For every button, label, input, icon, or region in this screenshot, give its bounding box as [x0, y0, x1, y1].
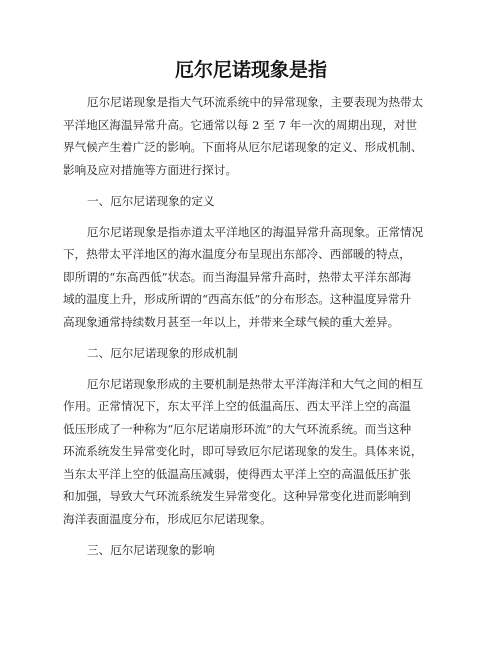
body-line: 作用。正常情况下，东太平洋上空的低温高压、西太平洋上空的高温	[63, 399, 411, 413]
section-heading: 二、厄尔尼诺现象的形成机制	[87, 346, 238, 360]
document-title: 厄尔尼诺现象是指	[174, 59, 327, 81]
body-line: 厄尔尼诺现象是指赤道太平洋地区的海温异常升高现象。正常情况	[87, 225, 424, 239]
body-line: 界气候产生着广泛的影响。下面将从厄尔尼诺现象的定义、形成机制、	[63, 140, 423, 154]
body-line: 厄尔尼诺现象形成的主要机制是热带太平洋海洋和大气之间的相互	[87, 377, 424, 391]
body-line: 当东太平洋上空的低温高压减弱，使得西太平洋上空的高温低压扩张	[63, 467, 411, 481]
body-line: 环流系统发生异常变化时，即可导致厄尔尼诺现象的发生。具体来说，	[63, 444, 423, 458]
body-line: 低压形成了一种称为“厄尔尼诺扇形环流”的大气环流系统。而当这种	[63, 422, 412, 436]
body-line: 域的温度上升，形成所谓的“西高东低”的分布形态。这种温度异常升	[63, 292, 412, 306]
section-heading: 一、厄尔尼诺现象的定义	[87, 194, 215, 208]
body-line: 厄尔尼诺现象是指大气环流系统中的异常现象，主要表现为热带太	[87, 95, 424, 109]
body-line: 海洋表面温度分布，形成厄尔尼诺现象。	[63, 512, 272, 526]
body-line: 平洋地区海温异常升高。它通常以每 2 至 7 年一次的周期出现，对世	[63, 118, 418, 132]
body-line: 影响及应对措施等方面进行探讨。	[63, 163, 237, 177]
body-line: 即所谓的“东高西低”状态。而当海温异常升高时，热带太平洋东部海	[63, 270, 412, 284]
section-heading: 三、厄尔尼诺现象的影响	[87, 543, 215, 557]
body-line: 下，热带太平洋地区的海水温度分布呈现出东部冷、西部暖的特点，	[63, 247, 411, 261]
body-line: 高现象通常持续数月甚至一年以上，并带来全球气候的重大差异。	[63, 315, 400, 329]
body-line: 和加强，导致大气环流系统发生异常变化。这种异常变化进而影响到	[63, 489, 411, 503]
